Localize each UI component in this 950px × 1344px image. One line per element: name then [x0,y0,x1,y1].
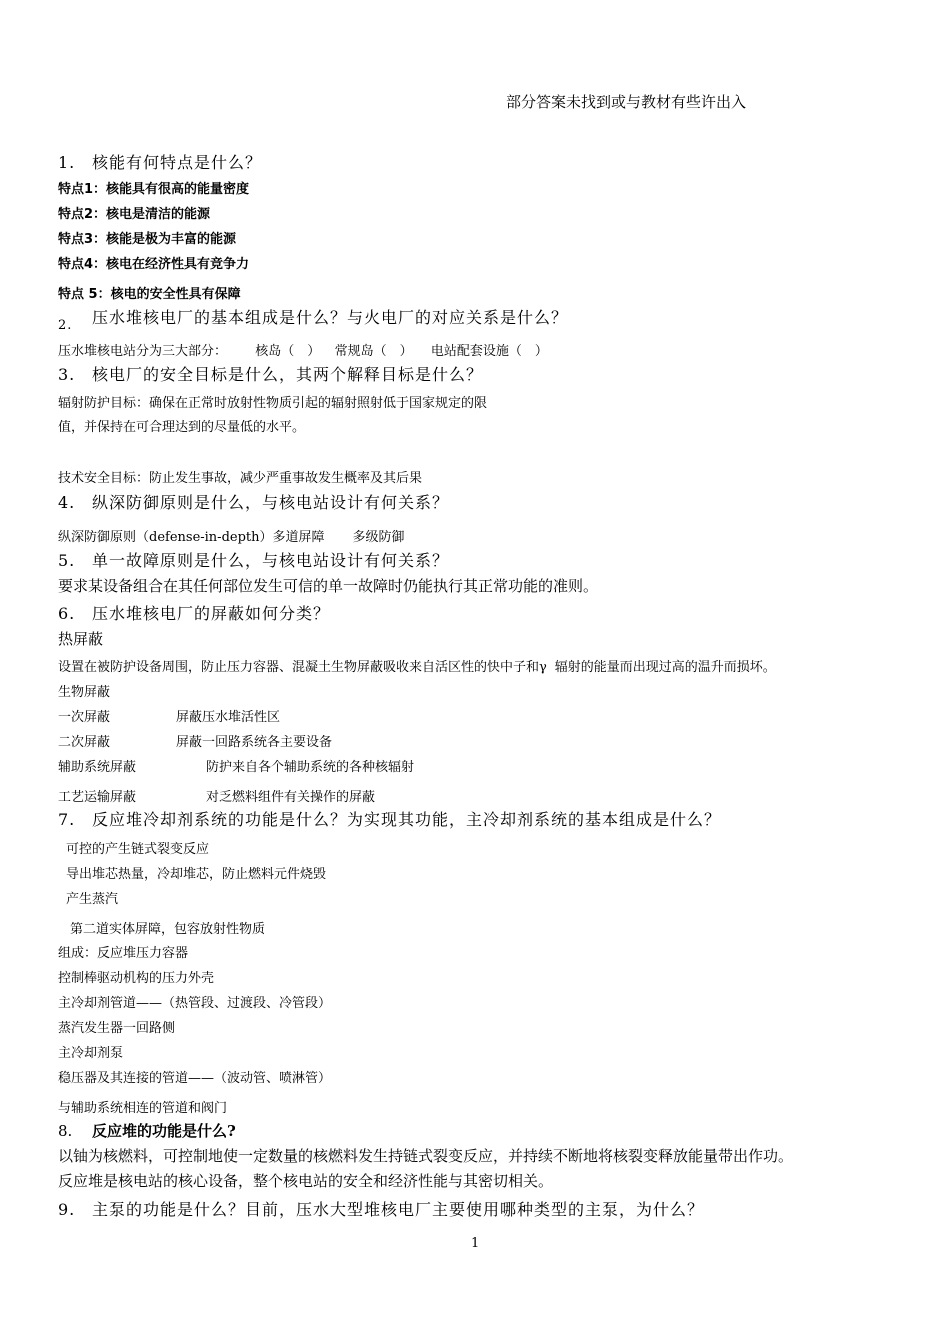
question-3 [58,362,483,385]
q6-heat-shield: 热屏蔽 [58,630,104,648]
question-8-number: 8. [58,1122,73,1140]
question-4-number: 4. [58,493,76,512]
q7-function-4: 第二道实体屏障，包容放射性物质 [70,922,266,937]
q4-answer [58,526,405,545]
q7-component-4: 蒸汽发生器一回路侧 [58,1021,176,1036]
q2-auxiliary-facilities: 电站配套设施（ ） [430,344,548,359]
q6-heat-desc-pre: 设置在被防护设备周围，防止压力容器、混凝土生物屏蔽吸收来自活区性的快中子和 [58,660,540,675]
q6-row-2-label: 二次屏蔽 [58,735,111,750]
q3-answer-line-2: 值，并保持在可合理达到的尽量低的水平。 [58,420,306,435]
question-7-number: 7. [58,810,76,829]
q6-row-2-desc: 屏蔽一回路系统各主要设备 [176,735,333,750]
question-6 [58,601,330,624]
q1-item-2: 特点2：核电是清洁的能源 [58,207,211,222]
question-9-text: 主泵的功能是什么？目前，压水大型堆核电厂主要使用哪种类型的主泵，为什么？ [92,1200,705,1219]
q1-item-5: 特点 5：核电的安全性具有保障 [58,287,241,302]
question-5-number: 5. [58,551,76,570]
q3-answer-line-3: 技术安全目标：防止发生事故，减少严重事故发生概率及其后果 [58,471,423,486]
q1-item-3: 特点3：核能是极为丰富的能源 [58,232,237,247]
q6-row-4 [58,786,375,805]
q3-answer-line-1: 辐射防护目标：确保在正常时放射性物质引起的辐射照射低于国家规定的限 [58,396,488,411]
question-3-number: 3. [58,365,76,384]
question-7 [58,807,721,830]
q6-row-1 [58,706,280,725]
question-7-text: 反应堆冷却剂系统的功能是什么？为实现其功能，主冷却剂系统的基本组成是什么？ [92,810,722,829]
q6-row-4-desc: 对乏燃料组件有关操作的屏蔽 [206,790,376,805]
q6-gamma-symbol: γ [539,660,547,675]
question-1-number: 1. [58,153,76,172]
question-5 [58,548,449,571]
q6-row-1-label: 一次屏蔽 [58,710,111,725]
q7-component-1: 组成：反应堆压力容器 [58,946,189,961]
q6-row-2 [58,731,332,750]
q7-component-2: 控制棒驱动机构的压力外壳 [58,971,215,986]
q5-answer: 要求某设备组合在其任何部位发生可信的单一故障时仍能执行其正常功能的准则。 [58,577,599,595]
q7-function-3: 产生蒸汽 [66,892,119,907]
header-note-text: 部分答案未找到或与教材有些许出入 [506,93,747,111]
q6-heat-shield-desc [58,656,776,675]
q6-row-3-desc: 防护来自各个辅助系统的各种核辐射 [206,760,415,775]
question-3-text: 核电厂的安全目标是什么，其两个解释目标是什么？ [92,365,484,384]
question-8-text: 反应堆的功能是什么? [92,1122,236,1140]
q2-answer-intro: 压水堆核电站分为三大部分： [58,344,228,359]
q6-row-3 [58,756,414,775]
q4-answer-b: 多级防御 [352,530,405,545]
q2-nuclear-island: 核岛（ ） [255,344,321,359]
q1-item-4: 特点4：核电在经济性具有竞争力 [58,257,250,272]
q1-item-1: 特点1：核能具有很高的能量密度 [58,182,250,197]
q7-function-1: 可控的产生链式裂变反应 [66,842,210,857]
q2-conventional-island: 常规岛（ ） [334,344,413,359]
question-1 [58,150,262,173]
q8-answer-line-1: 以铀为核燃料，可控制地使一定数量的核燃料发生持链式裂变反应，并持续不断地将核裂变释放能量带出作功。 [58,1147,794,1165]
q6-row-3-label: 辅助系统屏蔽 [58,760,137,775]
q8-answer-line-2: 反应堆是核电站的核心设备，整个核电站的安全和经济性能与其密切相关。 [58,1172,554,1190]
question-2-number: 2. [58,318,73,333]
question-2 [58,305,569,333]
q7-component-5: 主冷却剂泵 [58,1046,124,1061]
question-9 [58,1197,704,1220]
q6-heat-desc-post: 辐射的能量而出现过高的温升而损坏。 [554,660,776,675]
question-8 [58,1120,236,1141]
question-4-text: 纵深防御原则是什么，与核电站设计有何关系？ [92,493,450,512]
question-5-text: 单一故障原则是什么，与核电站设计有何关系？ [92,551,450,570]
q7-component-3: 主冷却剂管道——（热管段、过渡段、冷管段） [58,996,332,1011]
q2-answer [58,340,548,359]
q7-component-7: 与辅助系统相连的管道和阀门 [58,1101,228,1116]
header-note [506,91,746,112]
question-6-number: 6. [58,604,76,623]
q6-row-1-desc: 屏蔽压水堆活性区 [176,710,281,725]
question-2-text: 压水堆核电厂的基本组成是什么？与火电厂的对应关系是什么？ [92,308,569,327]
q7-component-6: 稳压器及其连接的管道——（波动管、喷淋管） [58,1071,332,1086]
q6-bio-shield: 生物屏蔽 [58,685,111,700]
page-number: 1 [471,1236,480,1251]
question-9-number: 9. [58,1200,76,1219]
question-6-text: 压水堆核电厂的屏蔽如何分类？ [92,604,331,623]
q7-function-2: 导出堆芯热量，冷却堆芯，防止燃料元件烧毁 [66,867,327,882]
question-1-text: 核能有何特点是什么？ [92,153,263,172]
q6-row-4-label: 工艺运输屏蔽 [58,790,137,805]
question-4 [58,490,449,513]
q4-answer-a: 纵深防御原则（defense-in-depth）多道屏障 [58,530,325,545]
